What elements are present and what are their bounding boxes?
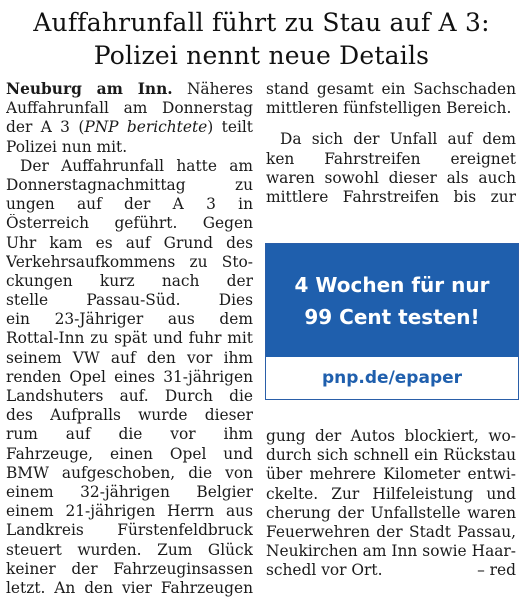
text-line: durch sich schnell ein Rückstau [266, 446, 516, 465]
text-line: seinem VW auf den vor ihm [6, 348, 253, 367]
text-line: Neuburg am Inn. Näheres [6, 80, 253, 98]
text-line: renden Opel eines 31-jährigen [6, 367, 253, 386]
text-line: Donnerstagnachmittag zu [6, 175, 253, 194]
article-column-left [6, 80, 253, 598]
text-line: Feuerwehren der Stadt Passau, [266, 522, 516, 541]
text-line: Fahrzeuge, einen Opel und [6, 444, 253, 463]
headline-line-2: Polizei nennt neue Details [93, 41, 430, 70]
dateline-location: Neuburg am Inn. [6, 80, 173, 98]
text-line [6, 118, 253, 137]
text-line: Da sich der Unfall auf dem [280, 130, 516, 149]
text-line: cherung der Unfallstelle waren [266, 503, 516, 522]
article-column-right-top [266, 80, 516, 207]
text-line [266, 561, 516, 580]
text-line: gung der Autos blockiert, wo- [266, 427, 516, 445]
text-line: Landshuters auf. Durch die [6, 387, 253, 405]
author-signature: – red [477, 561, 516, 580]
text-line: stand gesamt ein Sachschaden [266, 80, 516, 98]
text-line: BMW aufgeschoben, die von [6, 463, 253, 482]
text-line: Verkehrsaufkommens zu Sto- [6, 252, 253, 271]
text-line: Uhr kam es auf Grund des [6, 233, 253, 252]
text-line: steuert wurden. Zum Glück [6, 540, 253, 559]
article-headline [0, 6, 523, 72]
text-line: über mehrere Kilometer entwi- [266, 465, 516, 484]
text-line: stelle Passau-Süd. Dies [6, 291, 253, 310]
ad-headline-line-1: 4 Wochen für nur [294, 273, 490, 297]
paragraph-gap [266, 118, 516, 130]
text-line: letzt. An den vier Fahrzeugen [6, 578, 253, 597]
text-line: Österreich geführt. Gegen [6, 214, 253, 233]
text-line: Landkreis Fürstenfeldbruck [6, 521, 253, 540]
ad-headline-line-2: 99 Cent testen! [304, 305, 480, 329]
text-line: Der Auffahrunfall hatte am [20, 156, 253, 175]
text-line: einem 21-jährigen Herrn aus [6, 502, 253, 521]
text-line: ckungen kurz nach der [6, 271, 253, 290]
text-line: ken Fahrstreifen ereignet [266, 149, 516, 168]
text-line: Auffahrunfall am Donnerstag [6, 99, 253, 118]
text-line: ein 23-Jähriger aus dem [6, 310, 253, 329]
text-line: keiner der Fahrzeuginsassen [6, 559, 253, 578]
ad-link[interactable]: pnp.de/epaper [266, 357, 518, 399]
closing-text: schedl vor Ort. [266, 561, 383, 580]
text-line: Polizei nun mit. [6, 137, 128, 156]
text-line: Neukirchen am Inn sowie Haar- [266, 542, 516, 561]
text-line: mittleren fünfstelligen Bereich. [266, 99, 512, 118]
text-line: Rottal-Inn zu spät und fuhr mit [6, 329, 253, 348]
epaper-advertisement[interactable] [265, 243, 519, 400]
text-line: ungen auf der A 3 in [6, 195, 253, 214]
text-line: ckelte. Zur Hilfeleistung und [266, 484, 516, 503]
text-line: des Aufpralls wurde dieser [6, 406, 253, 425]
text-line: mittlere Fahrstreifen bis zur [266, 187, 516, 206]
text-line-content: der A 3 (PNP berichtete) teilt [6, 118, 253, 137]
ad-banner[interactable] [266, 244, 518, 357]
text-line: waren sowohl dieser als auch [266, 168, 516, 187]
article-column-right-bottom [266, 427, 516, 581]
text-line: einem 32-jährigen Belgier [6, 482, 253, 501]
headline-line-1: Auffahrunfall führt zu Stau auf A 3: [33, 8, 490, 37]
text-line: rum auf die vor ihm [6, 425, 253, 444]
